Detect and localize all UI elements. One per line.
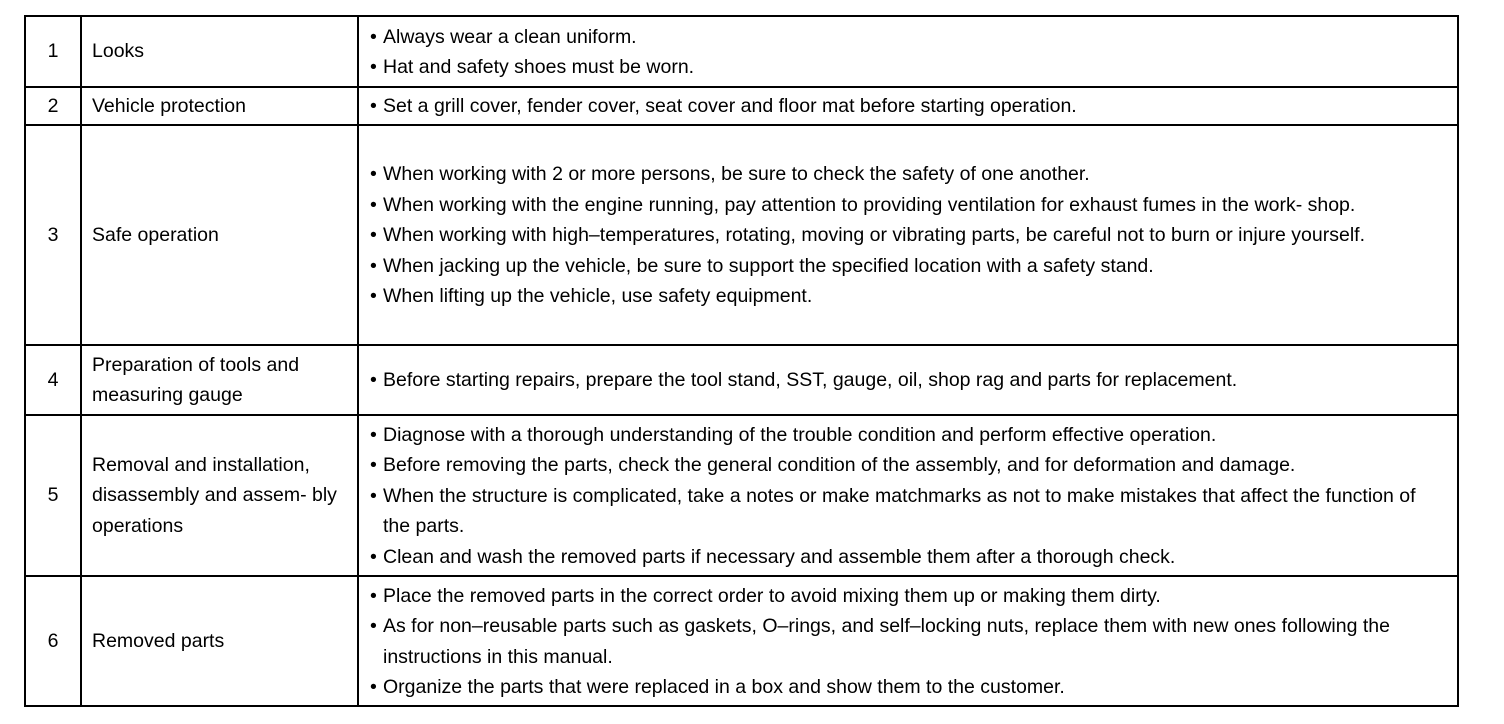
table-row bbox=[25, 345, 1458, 415]
bullet-point: • When working with 2 or more persons, be sure to check the safety of one another. bbox=[370, 159, 1447, 189]
row-item: Vehicle protection bbox=[81, 87, 358, 125]
bullet-point: • Before starting repairs, prepare the tool stand, SST, gauge, oil, shop rag and parts for replacement. bbox=[370, 365, 1447, 395]
row-description bbox=[358, 16, 1458, 87]
table-row bbox=[25, 576, 1458, 706]
bullet-point: • Always wear a clean uniform. bbox=[370, 22, 1447, 52]
bullet-point: • When working with the engine running, pay attention to providing ventilation for exhaust fumes in the work- shop. bbox=[370, 190, 1447, 220]
row-item: Preparation of tools and measuring gauge bbox=[81, 345, 358, 415]
bullet-point: • As for non–reusable parts such as gaskets, O–rings, and self–locking nuts, replace them with new ones following the instructions in this manual. bbox=[370, 611, 1447, 672]
table-row bbox=[25, 87, 1458, 125]
bullet-point: • Hat and safety shoes must be worn. bbox=[370, 52, 1447, 82]
row-item: Removed parts bbox=[81, 576, 358, 706]
row-description bbox=[358, 125, 1458, 345]
row-description bbox=[358, 87, 1458, 125]
row-item: Removal and installation, disassembly and assem- bly operations bbox=[81, 415, 358, 576]
table-row bbox=[25, 415, 1458, 576]
bullet-point: • Before removing the parts, check the general condition of the assembly, and for deformation and damage. bbox=[370, 450, 1447, 480]
row-description bbox=[358, 345, 1458, 415]
row-number: 2 bbox=[25, 87, 81, 125]
bullet-point: • When the structure is complicated, take a notes or make matchmarks as not to make mistakes that affect the function of the parts. bbox=[370, 481, 1447, 542]
table-row bbox=[25, 16, 1458, 87]
table-row bbox=[25, 125, 1458, 345]
row-number: 3 bbox=[25, 125, 81, 345]
guidelines-table bbox=[24, 15, 1459, 707]
row-number: 4 bbox=[25, 345, 81, 415]
bullet-point: • When jacking up the vehicle, be sure to support the specified location with a safety stand. bbox=[370, 251, 1447, 281]
bullet-point: • Set a grill cover, fender cover, seat cover and floor mat before starting operation. bbox=[370, 91, 1447, 121]
row-number: 5 bbox=[25, 415, 81, 576]
bullet-point: • Organize the parts that were replaced in a box and show them to the customer. bbox=[370, 672, 1447, 702]
row-description bbox=[358, 576, 1458, 706]
bullet-point: • When lifting up the vehicle, use safety equipment. bbox=[370, 281, 1447, 311]
row-item: Safe operation bbox=[81, 125, 358, 345]
bullet-point: • Place the removed parts in the correct order to avoid mixing them up or making them dirty. bbox=[370, 581, 1447, 611]
row-description bbox=[358, 415, 1458, 576]
row-item: Looks bbox=[81, 16, 358, 87]
bullet-point: • Clean and wash the removed parts if necessary and assemble them after a thorough check. bbox=[370, 542, 1447, 572]
bullet-point: • When working with high–temperatures, rotating, moving or vibrating parts, be careful not to burn or injure yourself. bbox=[370, 220, 1447, 250]
bullet-point: • Diagnose with a thorough understanding of the trouble condition and perform effective operation. bbox=[370, 420, 1447, 450]
row-number: 1 bbox=[25, 16, 81, 87]
row-number: 6 bbox=[25, 576, 81, 706]
